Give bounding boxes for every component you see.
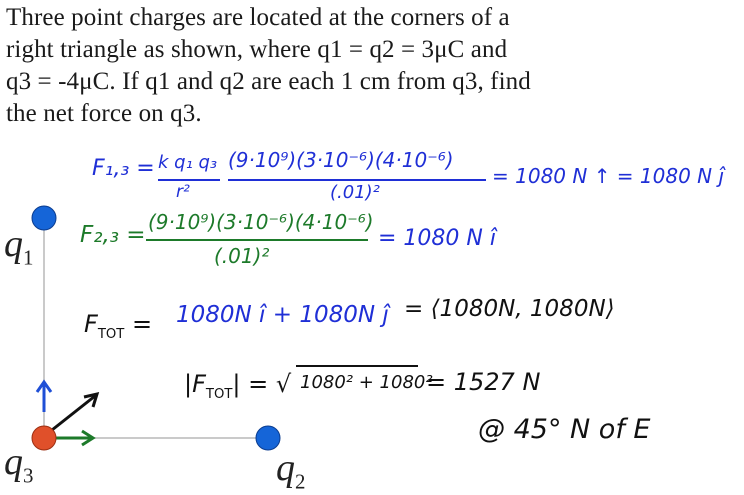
- q3-label: $q_3$: [4, 441, 34, 488]
- ftot-lhs: $F_{TOT}$ =: [84, 310, 153, 342]
- f23-den: (.01)²: [214, 244, 270, 268]
- q2-label: $q_2$: [276, 447, 306, 494]
- net-force-arrow: [52, 396, 95, 430]
- charge-q1: [32, 206, 56, 230]
- f23-result: = 1080 N î: [378, 226, 496, 251]
- magnitude-lhs: $|F_{TOT}|$ = √: [184, 370, 292, 402]
- f23-lhs: F₂,₃ =: [80, 222, 146, 248]
- direction-text: @ 45° N of E: [478, 414, 651, 445]
- f13-lhs: F₁,₃ =: [92, 156, 155, 181]
- f13-frac2-num: (9·10⁹)(3·10⁻⁶)(4·10⁻⁶): [228, 148, 454, 172]
- problem-line-3: q3 = -4μC. If q1 and q2 are each 1 cm from q3, find: [6, 68, 531, 95]
- magnitude-result: = 1527 N: [426, 368, 541, 396]
- problem-line-2: right triangle as shown, where q1 = q2 = 3μC and: [6, 36, 508, 63]
- f13-frac1-num: k q₁ q₃: [158, 152, 218, 173]
- problem-line-4: the net force on q3.: [6, 100, 202, 127]
- charge-q3: [32, 426, 56, 450]
- magnitude-radicand: 1080² + 1080²: [300, 372, 433, 393]
- f13-result: = 1080 N ↑ = 1080 N ĵ: [492, 164, 725, 188]
- f13-frac2-den: (.01)²: [330, 182, 380, 203]
- q1-label: $q_1$: [4, 223, 34, 270]
- ftot-vector: 1080N î + 1080N ĵ: [176, 302, 389, 328]
- problem-line-1: Three point charges are located at the corners of a: [6, 4, 510, 31]
- f13-frac1-den: r²: [176, 182, 190, 202]
- f23-num: (9·10⁹)(3·10⁻⁶)(4·10⁻⁶): [148, 210, 374, 234]
- ftot-components: = ⟨1080N, 1080N⟩: [404, 296, 615, 322]
